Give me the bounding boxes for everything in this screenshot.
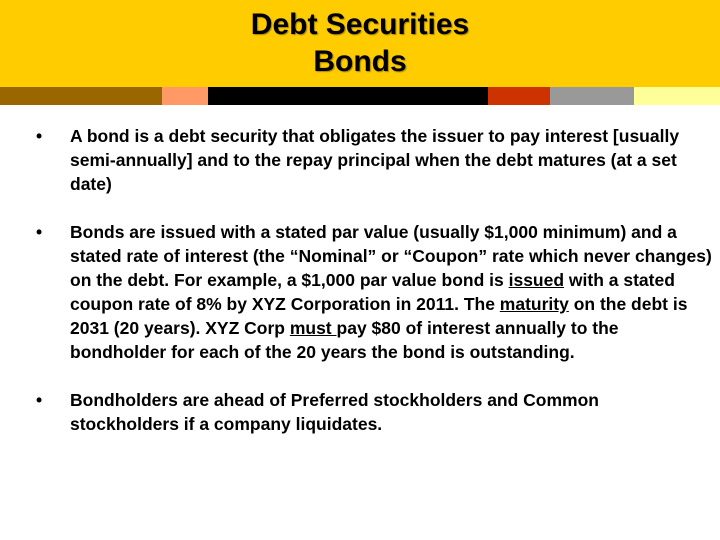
underlined-term-issued: issued [508, 270, 565, 290]
underlined-term-maturity: maturity [499, 294, 569, 314]
stripe-segment-red [488, 87, 550, 105]
bullet-text-part: Bonds are issued with a stated par value (usually $1,000 minimum) and a stated rate of interest (the “Nominal” or “Coupon” rate which never changes) on the debt. For example, a $1,000 par value bond is [70, 222, 712, 290]
bullet-marker: • [36, 126, 43, 146]
bullet-text-part: pay $80 of interest annually to the bondholder for each of the 20 years the bond is outstanding. [70, 318, 619, 362]
bullet-text-part: with a stated coupon rate of 8% by XYZ Corporation in 2011. The [70, 270, 675, 314]
slide-title [0, 6, 720, 80]
stripe-segment-gray [550, 87, 634, 105]
bullet-list [36, 124, 712, 436]
bullet-text: A bond is a debt security that obligates the issuer to pay interest [usually semi-annually] and to the repay principal when the debt matures (at a set date) [70, 126, 680, 194]
stripe-segment-black [208, 87, 488, 105]
stripe-segment-brown [0, 87, 162, 105]
decorative-color-stripe [0, 87, 720, 105]
bullet-marker: • [36, 222, 43, 242]
stripe-segment-pale-yellow [634, 87, 720, 105]
bullet-text-part: on the debt is 2031 (20 years). XYZ Corp [70, 294, 688, 338]
bullet-item [36, 388, 712, 436]
underlined-term-must: must [289, 318, 337, 338]
stripe-segment-salmon [162, 87, 208, 105]
slide-title-line-2: Bonds [313, 45, 407, 78]
bullet-text: Bondholders are ahead of Preferred stockholders and Common stockholders if a company liquidates. [70, 390, 599, 434]
bullet-item [36, 124, 712, 196]
bullet-item [36, 220, 712, 364]
slide-title-line-1: Debt Securities [250, 8, 470, 41]
bullet-marker: • [36, 390, 43, 410]
bullet-text [70, 220, 712, 364]
